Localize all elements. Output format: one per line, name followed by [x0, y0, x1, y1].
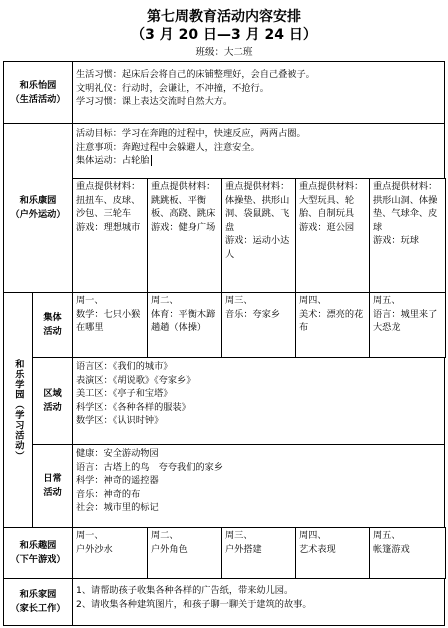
afternoon-row-label: [3, 527, 73, 579]
home-row-label: [3, 578, 73, 626]
group-activity-day-cell: 周四、 美术：漂亮的花布: [295, 292, 370, 358]
afternoon-day-cell: 周四、 艺术表现: [295, 527, 370, 579]
daily-activity-label: [32, 444, 73, 528]
daily-line: 社会：城市里的标记: [76, 502, 159, 514]
outdoor-day-cell: 重点提供材料：跳跳板、平衡板、高跷、跳床 游戏：健身广场: [147, 178, 222, 293]
afternoon-label-name: 和乐趣园: [19, 540, 57, 552]
outdoor-day-cell: 重点提供材料：拱形山洞、体操垫、气球伞、皮球 游戏：玩球: [369, 178, 446, 293]
afternoon-day-cell: 周五、 帐篷游戏: [369, 527, 446, 579]
text-cursor: [151, 155, 152, 166]
afternoon-label-type: （下午游戏）: [10, 554, 66, 565]
life-line: 学习习惯：课上表达交流时自然大方。: [76, 96, 233, 108]
outdoor-line: 活动目标：学习在奔跑的过程中，快速反应，两两占圈。: [76, 128, 306, 139]
area-activity-content: [72, 357, 445, 445]
home-line: 1、请帮助孩子收集各种各样的广告纸，带来幼儿园。: [76, 585, 294, 596]
outdoor-goals: [72, 123, 445, 179]
afternoon-day-cell: 周二、 户外角色: [147, 527, 222, 579]
outdoor-day-cell: 重点提供材料：大型玩具、轮胎、自制玩具 游戏：逛公园: [295, 178, 370, 293]
daily-line: 音乐：神奇的布: [76, 488, 141, 500]
life-content: [72, 61, 445, 124]
area-activity-label-text: 区域活动: [43, 388, 62, 413]
area-activity-label: [32, 357, 73, 445]
daily-line: 语言：古塔上的鸟 夸夸我们的家乡: [76, 461, 223, 473]
area-line: 美工区：《亭子和宝塔》: [76, 388, 173, 400]
group-activity-label: [32, 292, 73, 358]
group-activity-day-cell: 周一、 数学：七只小猴在哪里: [72, 292, 148, 358]
group-activity-day-cell: 周二、 体育：平衡木蹄趟趟（体操）: [147, 292, 222, 358]
area-line: 数学区：《认识时钟》: [76, 415, 164, 427]
area-line: 语言区：《我们的城市》: [76, 361, 173, 372]
life-line: 文明礼仪：行动时，会谦让，不冲撞，不抢行。: [76, 82, 269, 94]
home-line: 2、请收集各种建筑图片，和孩子聊一聊关于建筑的故事。: [76, 598, 312, 610]
outdoor-label-name: 和乐康园: [19, 195, 57, 207]
daily-activity-label-text: 日常活动: [43, 473, 62, 498]
home-content: [72, 578, 445, 626]
study-label: 和乐学园（学习活动）: [12, 359, 24, 461]
home-label-name: 和乐家园: [19, 589, 57, 601]
outdoor-day-cell: 重点提供材料：体操垫、拱形山洞、袋鼠跳、飞盘 游戏：运动小达人: [221, 178, 296, 293]
outdoor-line-group: [76, 154, 441, 168]
area-line: 表演区：《胡说歌》《夸家乡》: [76, 374, 196, 386]
outdoor-group-game: 集体运动：占轮胎: [76, 155, 150, 167]
date-range: （3 月 20 日—3 月 24 日）: [131, 27, 317, 43]
life-label-name: 和乐怡园: [19, 79, 57, 91]
life-line: 生活习惯：起床后会将自己的床铺整理好，会自己叠被子。: [76, 69, 315, 80]
outdoor-row-label: [3, 123, 73, 293]
afternoon-day-cell: 周三、 户外搭建: [221, 527, 296, 579]
outdoor-label-type: （户外运动）: [10, 209, 66, 220]
study-row-label: [3, 292, 33, 528]
outdoor-day-cell: 重点提供材料：扭扭车、皮球、沙包、三轮车 游戏：理想城市: [72, 178, 148, 293]
daily-activity-content: [72, 444, 445, 528]
class-label: 班级：大二班: [195, 47, 253, 58]
daily-line: 健康：安全游动物园: [76, 448, 159, 459]
outdoor-line: 注意事项：奔跑过程中会躲避人，注意安全。: [76, 141, 260, 153]
group-activity-day-cell: 周三、 音乐：夸家乡: [221, 292, 296, 358]
afternoon-day-cell: 周一、 户外沙水: [72, 527, 148, 579]
life-label-type: （生活活动）: [10, 93, 66, 105]
daily-line: 科学：神奇的遥控器: [76, 475, 159, 487]
group-activity-label-text: 集体活动: [43, 312, 62, 337]
group-activity-day-cell: 周五、 语言：城里来了大恐龙: [369, 292, 446, 358]
home-label-type: （家长工作）: [10, 603, 66, 614]
area-line: 科学区：《各种各样的服装》: [76, 401, 191, 413]
life-row-label: [3, 61, 73, 124]
page-title: 第七周教育活动内容安排: [147, 9, 301, 25]
